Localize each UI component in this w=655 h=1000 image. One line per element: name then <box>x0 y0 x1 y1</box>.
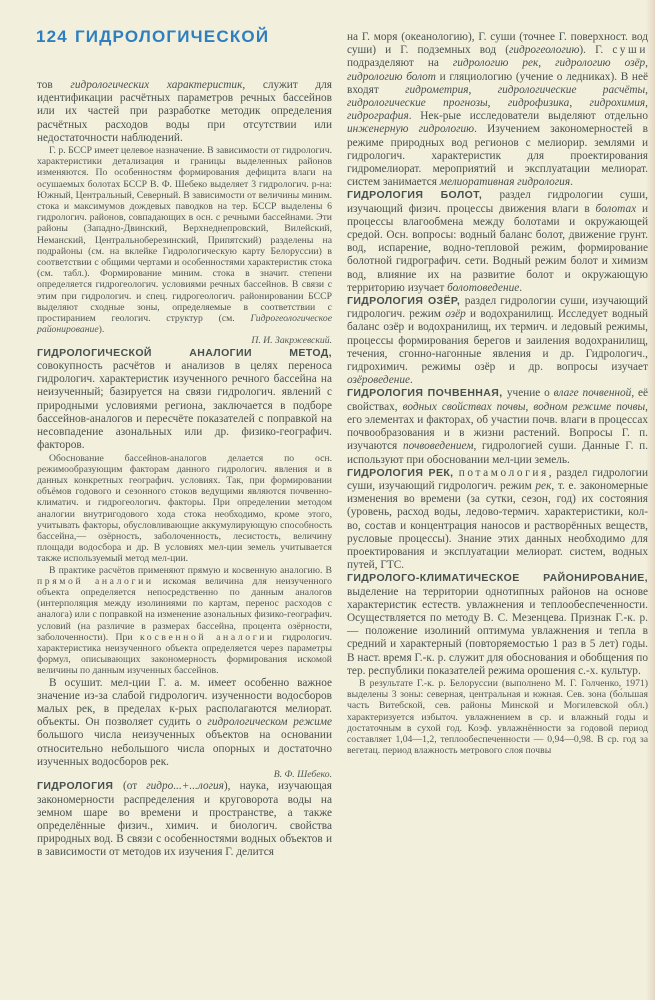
text-segment: В. Ф. Шебеко. <box>273 768 332 780</box>
text-segment: гидро...+...логия <box>146 780 224 793</box>
text-segment: инженерную гидрологию <box>347 123 475 136</box>
paragraph <box>37 79 332 145</box>
text-segment: на Г. моря (океанологию), Г. суши (точнее Г. поверхност. вод суши) и Г. подземных вод ( <box>347 31 648 57</box>
author-signature <box>37 335 332 346</box>
running-head-word: ГИДРОЛОГИЧЕСКОЙ <box>74 27 270 46</box>
text-segment: совокупность расчётов и анализов в целях переноса гидрологич. характеристик изученного речного бассейна на неизученный; базируется на связи гидрологич. явлений с природными условиями региона, заключается в подборе бассейнов-аналогов и пересчёте показателей с поправкой на несовпадение азональных или др. физико-географич. факторов. <box>37 360 332 452</box>
text-segment: и водохранилищ. Исследует водный баланс озёр и водохранилищ, их термич. и ледовый режимы, процессы формирования берегов и заиления водохранилищ, течения, сгонно-нагонные явления и др. Гидрологич., гидрохимич. режимы озёр и др. вопросы изучает <box>347 308 648 374</box>
text-segment: . <box>410 374 413 387</box>
text-segment: ), наука, изучающая закономерности распределения и круговорота воды на земном шаре во времени и пространстве, а также определённые физич., химич. и биологич. свойства природных вод. В связи с особенностями водных объектов и в зависимости от методов их изучения Г. делится <box>37 780 332 859</box>
entry-paragraph <box>37 780 332 859</box>
text-segment: П. И. Закржевский. <box>251 335 332 347</box>
text-segment: болотоведение <box>447 281 520 294</box>
paragraph <box>37 145 332 335</box>
text-segment: выделение на территории однотипных районов на основе характеристик естеств. увлажнения и теплообеспеченности. Осуществляется по методу В. С. Мезенцева. Признак Г.-к. р.— положение изолиний оптимума увлажнения и тепла в средний и характерный (повторяемостью 1 раз в 5 лет) годы. В наст. время Г.-к. р. служит для обоснования и обобщения по тер. республики показателей режима орошения с.-х. культур. <box>347 585 648 677</box>
text-segment: болотах <box>595 202 637 215</box>
text-segment: , раздел гидрологии суши, изучающий гидрологич. режим <box>347 466 648 492</box>
text-segment: , служит для идентификации расчётных параметров речных бассейнов или их частей при разработке методик определения расчётных расходов воды при отсутствии или недостаточности наблюдений. <box>37 79 332 144</box>
text-segment: В практике расчётов применяют прямую и косвенную аналогию. В <box>49 564 332 576</box>
text-segment: гидрологическом режиме <box>207 716 332 729</box>
text-segment: влаге почвенной <box>553 387 632 400</box>
text-segment: большого числа неизученных объектов на основании относительно небольшого числа опорных и достаточно изученных водосборов рек. <box>37 729 332 768</box>
text-segment: гидрологических характеристик <box>70 79 243 91</box>
text-segment: гидрометрия, гидрологические расчёты, гидрологические прогнозы, гидрофизика, гидрохимия, гидрография <box>347 83 648 123</box>
paragraph <box>37 453 332 565</box>
text-segment: . Изучением закономерностей в режиме природных вод регионов с мелиорир. землями и гидрологич. характеристик для проектирования гидромелиорат. мероприятий и эксплуатации мелиорат. систем занимается <box>347 123 648 189</box>
paragraph <box>37 677 332 769</box>
left-text-column <box>37 79 332 860</box>
entry-headword: ГИДРОЛОГИЯ РЕК, <box>347 466 459 479</box>
text-segment: суши <box>612 44 648 57</box>
paragraph <box>347 678 648 756</box>
text-segment: гидрогеологию <box>508 44 580 57</box>
author-signature <box>37 769 332 780</box>
entry-headword: ГИДРОЛОГИЯ ПОЧВЕННАЯ, <box>347 387 507 400</box>
text-segment: озёроведение <box>347 374 410 387</box>
paragraph <box>347 31 648 189</box>
text-segment: В результате Г.-к. р. Белоруссии (выполнено М. Г. Голченко, 1971) выделены 3 зоны: северная, центральная и южная. Сев. зона (бо́льшая часть Витебской, сев. районы Минской и Могилевской обл.) характеризуется избыточ. увлажнением в ср. и влажный годы и достаточным в сухой год. Коэф. увлажнённости за годовой период составляет 1,04—1,2, теплообеспеченности — 0,94—0,98. В ср. год за вегетац. период влажность метрового слоя почвы <box>347 677 648 757</box>
text-segment: рек <box>535 479 552 492</box>
text-segment: учение о <box>506 387 554 400</box>
right-text-column <box>347 31 648 756</box>
entry-headword: ГИДРОЛОГО-КЛИМАТИЧЕСКОЕ РАЙОНИРОВАНИЕ, <box>347 572 648 585</box>
text-segment: и гляциологию (учение о ледниках). В неё входят <box>347 70 648 96</box>
text-segment: раздел гидрологии суши, изучающий гидрологич. режим <box>347 295 648 321</box>
text-segment: искомая величина для неизученного объекта определяется непосредственно по данным аналогов (интерполяция между изолиниями по картам, перенос расходов с аналога) или с поправкой на изменение азональных физико-географич. условий (на различие в размерах бассейна, процента озёрности, заболоченности). При <box>37 575 332 643</box>
text-segment: тов <box>37 79 71 91</box>
entry-paragraph <box>347 572 648 678</box>
text-segment: прямой аналогии <box>37 575 154 587</box>
text-segment: мелиоративная гидрология <box>439 176 571 189</box>
entry-headword: ГИДРОЛОГИЯ БОЛОТ, <box>347 189 500 202</box>
text-segment: и процессы влагообмена между болотами и окружающей средой. Осн. вопросы: водный баланс болот, движение грунт. вод, испарение, водно-тепловой режим, формирование болотной гидрографич. сети. Водный режим болот и химизм вод, влияние их на развитие болот и окружающую территорию изучает <box>347 202 648 294</box>
entry-paragraph <box>37 347 332 453</box>
text-segment: , т. е. закономерные изменения во времени (за сутки, сезон, год) их состояния (уровень, расход воды, ледово-термич. характеристики, кол-во, состав и концентрация наносов и растворённых веществ, русловые процессы). Знание этих данных необходимо для проектирования и эксплуатации мелиорат. систем, водных путей, ГТС. <box>347 479 648 572</box>
running-head <box>36 27 269 47</box>
text-segment: раздел гидрологии суши, изучающий физич. процессы движения влаги в <box>347 189 648 215</box>
text-segment: Гидрогеологическое районирование <box>37 313 332 336</box>
text-segment: потамология <box>458 466 549 479</box>
entry-headword: ГИДРОЛОГИЧЕСКОЙ АНАЛОГИИ МЕТОД, <box>37 346 332 359</box>
entry-paragraph <box>347 467 648 573</box>
text-segment: водных свойствах почвы, водном режиме почвы <box>402 400 646 413</box>
text-segment: ). <box>98 324 105 336</box>
text-segment: почвоведением <box>402 440 474 453</box>
entry-paragraph <box>347 189 648 295</box>
text-segment: косвенной аналогии <box>139 631 275 643</box>
text-segment: (от <box>122 780 147 793</box>
text-segment: Г. р. БССР имеет целевое назначение. В зависимости от гидрологич. характеристики детализация и границы выделенных районов изменяются. По особенностям формирования дефицита влаги на осушаемых болотах БССР В. Ф. Шебеко выделяет 3 гидрологич. р-на: Южный, Центральный, Северный. В зависимости от величины миним. стока и максимумов дождевых паводков на тер. БССР выделены 6 гидрологич. районов, совпадающих в осн. с речными бассейнами. Эти районы (Западно-Двинский, Верхнеднепровский, Вилейский, Неманский, Центральноберезинский, Припятский) разделены на подрайоны (см. на вклейке Гидрологическую карту Белоруссии) в соответствии с общими чертами и особенностями характеристик стока (см. табл.). Формирование миним. стока в значит. степени определяется гидрогеологич. условиями речных бассейнов. В связи с этим при гидрологич. и спец. гидрогеологич. районировании БССР выделяют сходные зоны, определяемые в соответствии с простиранием геологич. структур (см. <box>37 145 332 325</box>
entry-headword: ГИДРОЛОГИЯ ОЗЁР, <box>347 295 465 308</box>
text-segment: Обоснование бассейнов-аналогов делается по осн. режимообразующим факторам данного гидрологич. явления и в данных конкретных географич. условиях. Так, при формировании объёмов годового и сезонного стоков ведущими являются почвенно-климатич. и гидрогеологич. факторы. При определении методом аналогии внутригодового хода стока необходимо, кроме этого, учитывать факторы, обусловливающие аккумулирующую способность бассейна,— озёрность, заболоченность, лесистость, величину площади водосбора и др. В условиях мел-ции земель учитывается также используемый метод мел-ции. <box>37 452 332 565</box>
text-segment: озёр <box>445 308 466 321</box>
text-segment: В осушит. мел-ции Г. а. м. имеет особенно важное значение из-за слабой гидрологич. изученности водосборов малых рек, в пределах к-рых располагаются мелиорат. объекты. Он позволяет судить о <box>37 676 332 729</box>
text-segment: подразделяют на <box>347 57 453 70</box>
text-segment: , её свойствах, <box>347 387 649 413</box>
entry-paragraph <box>347 387 648 466</box>
text-segment: гидрологич. характеристика неизученного объекта определяется через параметры формул, описывающих закономерность формирования искомой величины по данным изученных бассейнов. <box>37 631 332 677</box>
text-segment: , гидрологией суши. Данные Г. п. используют при обосновании мел-ции земель. <box>347 440 649 466</box>
paragraph <box>37 565 332 677</box>
entry-headword: ГИДРОЛОГИЯ <box>37 780 123 793</box>
page-number: 124 <box>36 27 68 46</box>
text-segment: . <box>519 281 523 294</box>
text-segment: . Нек-рые исследователи выделяют отдельно <box>408 110 648 123</box>
text-segment: . <box>570 176 573 189</box>
entry-paragraph <box>347 295 648 387</box>
text-segment: ). Г. <box>579 44 613 57</box>
text-segment: гидрологию рек, гидрологию озёр, гидрологию болот <box>347 57 648 83</box>
text-segment: , его элементах и факторах, об участии почв. влаги в процессах почвообразования и в жизни растений. Вопросы Г. п. изучаются <box>347 400 648 453</box>
